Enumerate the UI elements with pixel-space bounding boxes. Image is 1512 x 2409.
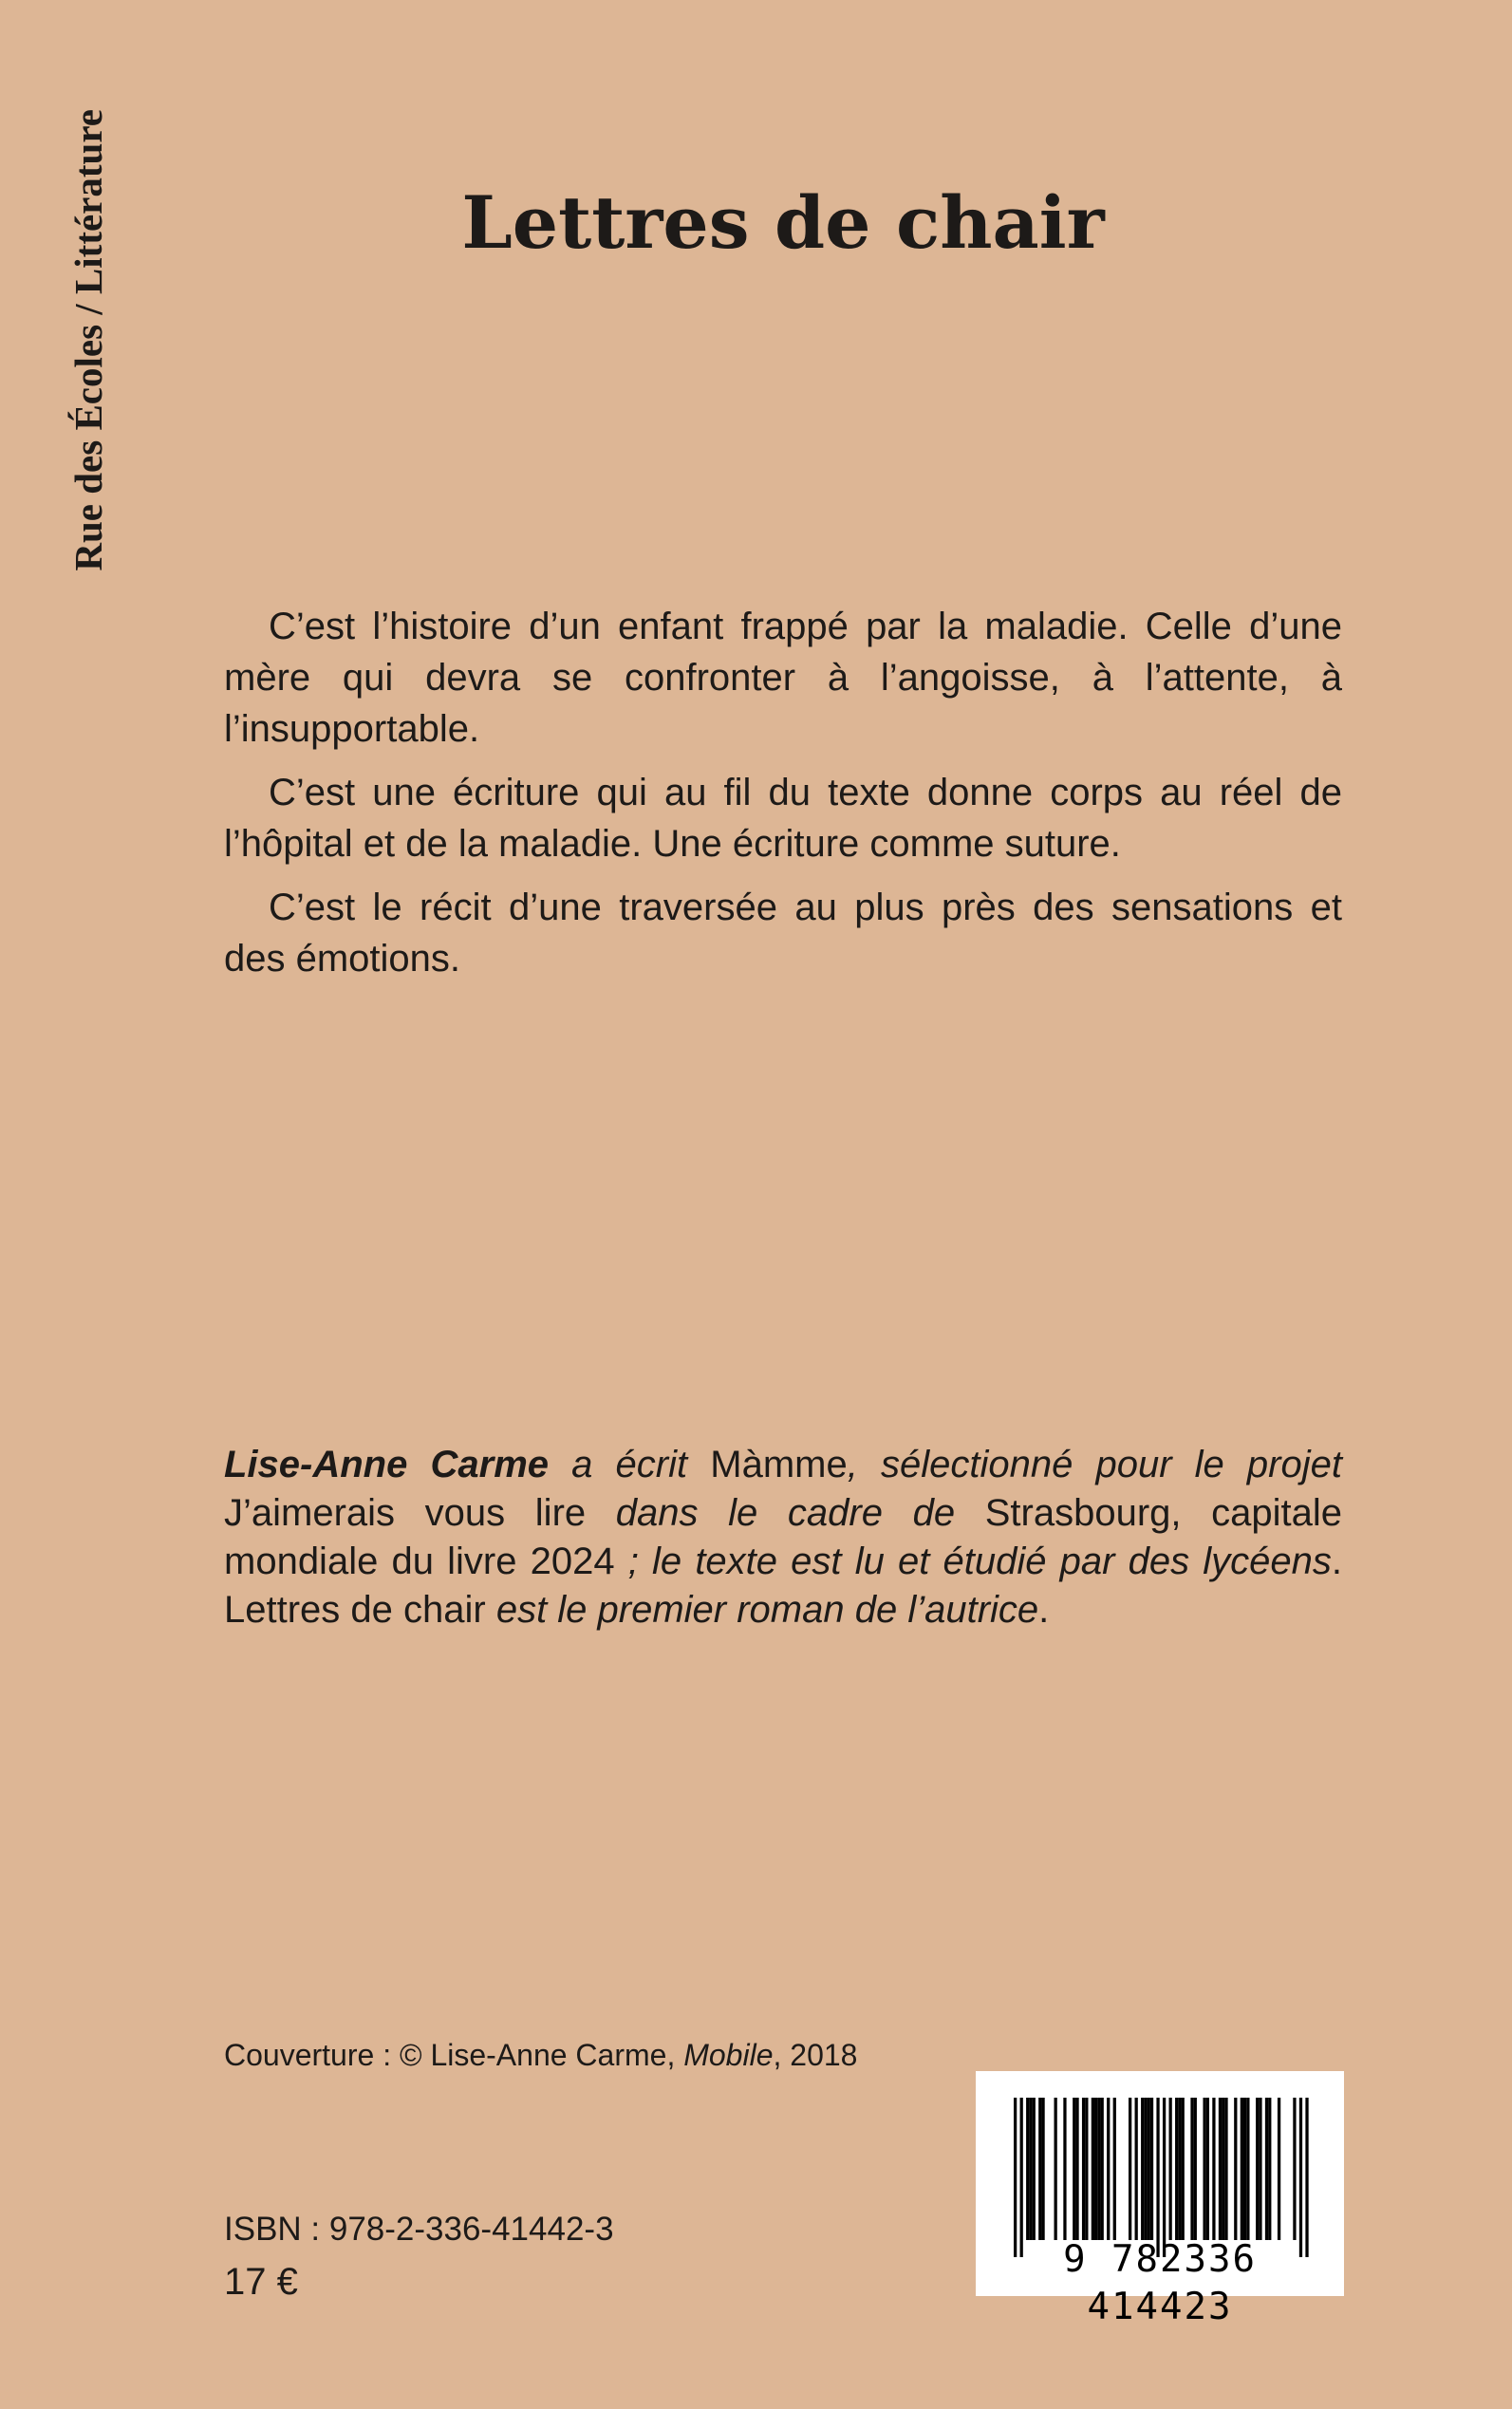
barcode-bar: [1194, 2098, 1197, 2240]
artwork-title: Mobile: [683, 2038, 774, 2072]
barcode-bar: [1094, 2098, 1097, 2240]
barcode-bar: [1234, 2098, 1237, 2240]
barcode-bar: [1141, 2098, 1144, 2240]
barcode-bar: [1219, 2098, 1222, 2240]
blurb-paragraph: C’est le récit d’une traversée au plus près des sensations et des émotions.: [224, 887, 1342, 980]
barcode-bar: [1082, 2098, 1085, 2240]
barcode-bar: [1293, 2098, 1296, 2240]
barcode-bar: [1073, 2098, 1075, 2240]
barcode-bar: [1256, 2098, 1259, 2240]
barcode-bar: [1224, 2098, 1227, 2240]
barcode-bar: [1169, 2098, 1172, 2240]
barcode-bar: [1278, 2098, 1280, 2240]
barcode-bar: [1265, 2098, 1268, 2240]
barcode-bar: [1212, 2098, 1215, 2240]
barcode-bar: [1203, 2098, 1205, 2240]
barcode-bar: [1156, 2098, 1159, 2257]
barcode-bar: [1305, 2098, 1308, 2257]
book-reference: Lettres de chair: [224, 1589, 486, 1631]
barcode-bar: [1055, 2098, 1057, 2240]
barcode-bar: [1097, 2098, 1100, 2240]
barcode-bar: [1299, 2098, 1302, 2257]
barcode-bar: [1268, 2098, 1271, 2240]
barcode-bar: [1243, 2098, 1246, 2240]
barcode-bar: [1129, 2098, 1131, 2240]
barcode-bar: [1092, 2098, 1094, 2240]
barcode-bar: [1107, 2098, 1110, 2240]
barcode-bar: [1182, 2098, 1185, 2240]
barcode-bar: [1206, 2098, 1209, 2240]
barcode-bar: [1113, 2098, 1116, 2240]
barcode-bar: [1085, 2098, 1088, 2240]
barcode-bar: [1038, 2098, 1041, 2240]
barcode: [976, 2071, 1344, 2328]
barcode-bar: [1014, 2098, 1017, 2257]
barcode-bar: [1148, 2098, 1150, 2240]
book-reference: Màmme: [710, 1444, 848, 1485]
cover-credit: Couverture : © Lise-Anne Carme, Mobile, 2018: [224, 2038, 858, 2072]
barcode-bar: [1029, 2098, 1032, 2240]
barcode-bar: [1175, 2098, 1178, 2240]
barcode-digits: 9 782336 414423: [1063, 2238, 1257, 2328]
author-name: Lise-Anne Carme: [224, 1444, 550, 1485]
barcode-bar: [1163, 2098, 1166, 2257]
event-name: Strasbourg, capitale mondiale du livre 2024: [224, 1492, 1342, 1582]
barcode-bar: [1259, 2098, 1261, 2240]
blurb: [224, 601, 1342, 997]
barcode-bar: [1222, 2098, 1224, 2240]
barcode-bar: [1075, 2098, 1078, 2240]
barcode-bar: [1150, 2098, 1153, 2240]
barcode-bar: [1026, 2098, 1029, 2240]
book-title: Lettres de chair: [461, 180, 1105, 265]
barcode-bar: [1033, 2098, 1036, 2240]
blurb-paragraph: C’est une écriture qui au fil du texte donne corps au réel de l’hôpital et de la maladie. Une écriture comme suture.: [224, 772, 1342, 865]
series-label: Rue des Écoles / Littérature: [66, 109, 110, 571]
barcode-bar: [1135, 2098, 1138, 2240]
barcode-bar: [1101, 2098, 1104, 2240]
author-bio: Lise-Anne Carme a écrit Màmme, sélectionné pour le projet J’aimerais vous lire dans le cadre de Strasbourg, capitale mondiale du livre 2024 ; le texte est lu et étudié par des lycéens. Lettres de chair est le premier roman de l’autrice.: [224, 1444, 1342, 1631]
barcode-bar: [1063, 2098, 1066, 2240]
isbn: ISBN : 978-2-336-41442-3: [224, 2211, 614, 2248]
barcode-bar: [1020, 2098, 1023, 2257]
project-name: J’aimerais vous lire: [224, 1492, 587, 1534]
barcode-bar: [1241, 2098, 1243, 2240]
barcode-bar: [1190, 2098, 1193, 2240]
spine: [59, 109, 118, 688]
barcode-bar: [1246, 2098, 1249, 2240]
barcode-bar: [1041, 2098, 1044, 2240]
barcode-bar: [1144, 2098, 1147, 2240]
price: 17 €: [224, 2261, 298, 2303]
barcode-bar: [1178, 2098, 1181, 2240]
blurb-paragraph: C’est l’histoire d’un enfant frappé par la maladie. Celle d’une mère qui devra se confronter à l’angoisse, à l’attente, à l’insupportable.: [224, 606, 1342, 750]
